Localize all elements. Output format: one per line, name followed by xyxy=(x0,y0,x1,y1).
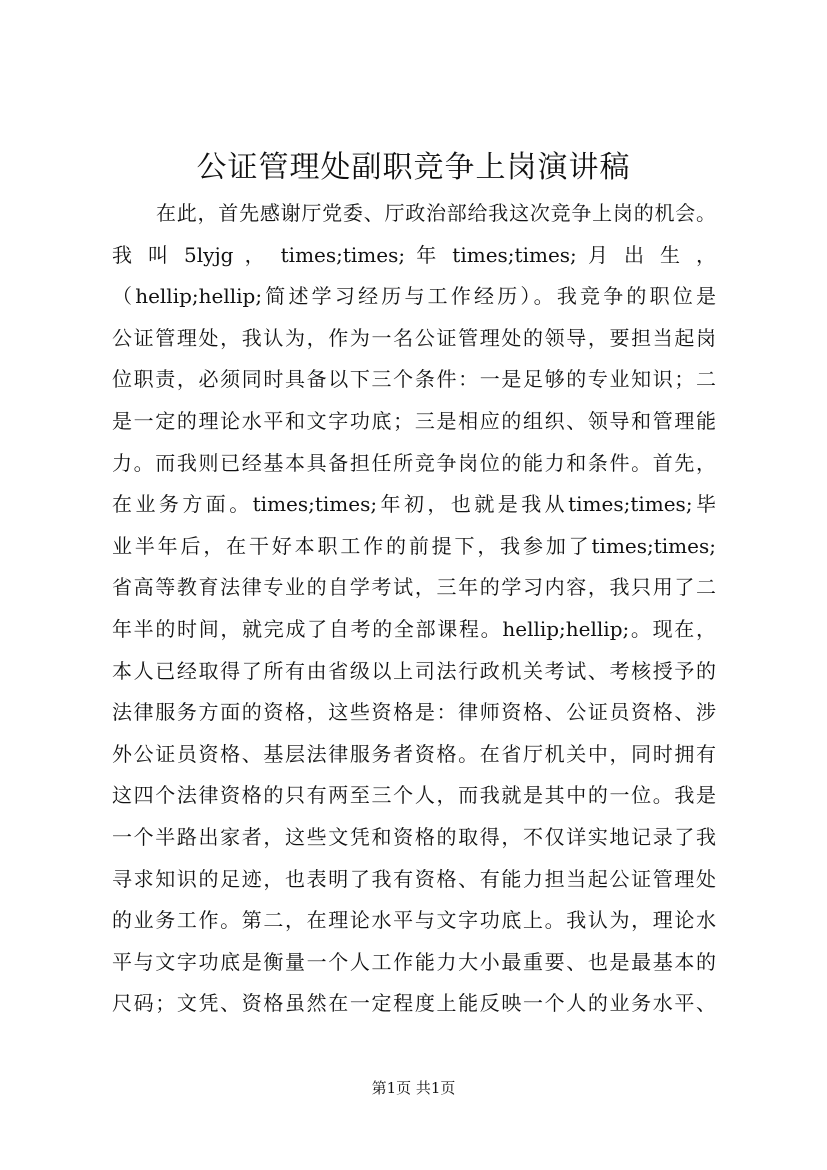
body-line: 这四个法律资格的只有两至三个人，而我就是其中的一位。我是 xyxy=(112,783,716,808)
body-line: 力。而我则已经基本具备担任所竞争岗位的能力和条件。首先， xyxy=(112,450,716,475)
document-body xyxy=(112,193,716,1025)
body-line: 位职责，必须同时具备以下三个条件：一是足够的专业知识；二 xyxy=(112,367,716,392)
body-line: 公证管理处，我认为，作为一名公证管理处的领导，要担当起岗 xyxy=(112,325,716,350)
body-line: 在业务方面。times;times;年初，也就是我从times;times;毕 xyxy=(112,492,716,517)
body-line: 寻求知识的足迹，也表明了我有资格、有能力担当起公证管理处 xyxy=(112,866,716,891)
body-line: 业半年后，在干好本职工作的前提下，我参加了times;times; xyxy=(112,533,716,558)
body-line: 外公证员资格、基层法律服务者资格。在省厅机关中，同时拥有 xyxy=(112,741,716,766)
body-line: 年半的时间，就完成了自考的全部课程。hellip;hellip;。现在， xyxy=(112,616,716,641)
body-line: （hellip;hellip;简述学习经历与工作经历）。我竞争的职位是 xyxy=(112,284,716,309)
body-line: 尺码；文凭、资格虽然在一定程度上能反映一个人的业务水平、 xyxy=(112,991,716,1016)
page-footer: 第1页 共1页 xyxy=(371,1079,456,1097)
body-line: 本人已经取得了所有由省级以上司法行政机关考试、考核授予的 xyxy=(112,658,716,683)
body-line: 我 叫 5lyjg ， times;times; 年 times;times; 月 出 生 ， xyxy=(112,242,716,267)
body-line: 省高等教育法律专业的自学考试，三年的学习内容，我只用了二 xyxy=(112,575,716,600)
body-line: 法律服务方面的资格，这些资格是：律师资格、公证员资格、涉 xyxy=(112,700,716,725)
body-line: 在此，首先感谢厅党委、厅政治部给我这次竞争上岗的机会。 xyxy=(156,201,716,225)
document-title: 公证管理处副职竞争上岗演讲稿 xyxy=(196,150,631,185)
body-line: 的业务工作。第二，在理论水平与文字功底上。我认为，理论水 xyxy=(112,908,716,933)
body-line: 一个半路出家者，这些文凭和资格的取得，不仅详实地记录了我 xyxy=(112,824,716,849)
body-line: 是一定的理论水平和文字功底；三是相应的组织、领导和管理能 xyxy=(112,408,716,433)
body-line: 平与文字功底是衡量一个人工作能力大小最重要、也是最基本的 xyxy=(112,949,716,974)
